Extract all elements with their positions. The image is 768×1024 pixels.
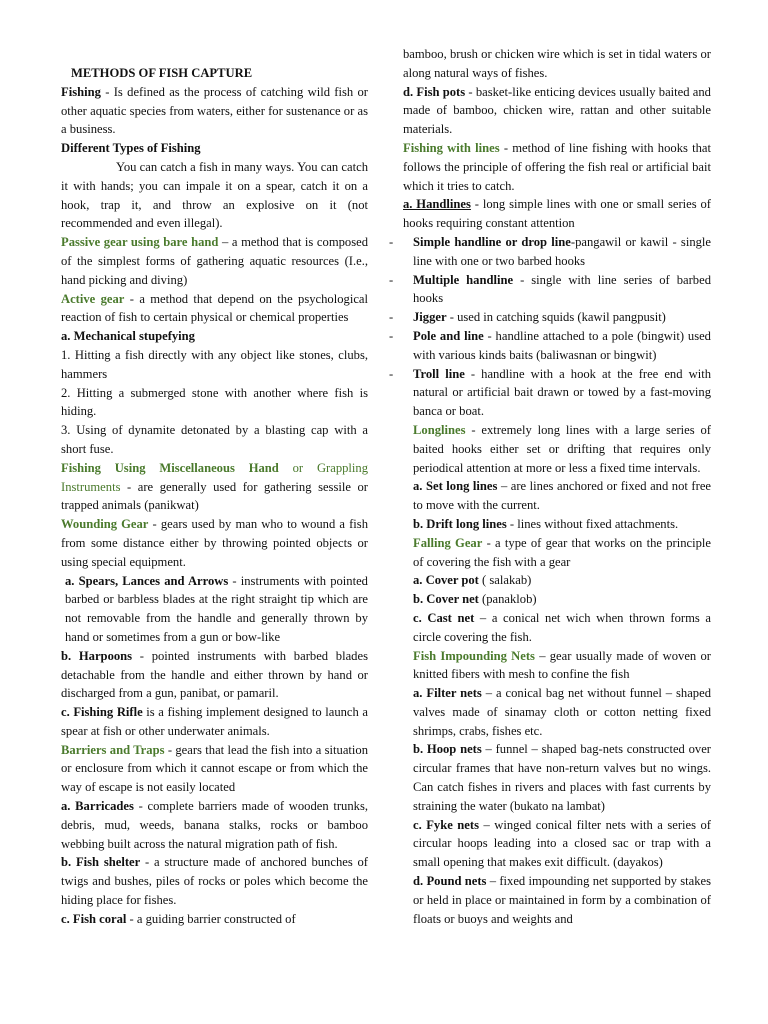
barriers-traps	[61, 741, 368, 797]
spears-item	[61, 572, 368, 647]
fish-shelter-item	[61, 853, 368, 909]
definition: – a conical bag net without funnel – shaped valves made of sinamay cloth or cotton netting fixed shrimps, crabs, fishes etc.	[413, 686, 711, 738]
term: Longlines	[413, 422, 466, 437]
list-item: 3. Using of dynamite detonated by a blasting cap with a short fuse.	[61, 423, 368, 456]
term: b. Drift long lines	[413, 516, 507, 531]
term: d. Pound nets	[413, 874, 487, 889]
definition: – fixed impounding net supported by stakes or held in place or maintained in form by a combination of floats or buoys and weights and	[413, 874, 712, 926]
cast-net-item	[389, 609, 711, 647]
definition: - method of line fishing with hooks that follows the principle of offering the fish real or artificial bait which it tries to catch.	[403, 140, 711, 193]
definition: - instruments with pointed barbed or barbless blades at the right straight tip which are not removable from the handle and generally thrown by hand or sometimes from a gun or bow-like	[65, 573, 368, 644]
term: b. Harpoons	[61, 648, 133, 663]
definition: - complete barriers made of wooden trunks, debris, mud, weeds, banana stalks, rocks or bamboo webbing built across the natural migration path of fish.	[61, 799, 368, 851]
term: b. Fish shelter	[61, 855, 141, 870]
definition: - a type of gear that works on the principle of covering the fish with a gear	[413, 535, 711, 569]
term: a. Set long lines	[413, 479, 498, 494]
left-column	[61, 64, 368, 929]
fish-coral-continued: bamboo, brush or chicken wire which is set in tidal waters or along natural ways of fishes.	[403, 47, 711, 80]
term: Simple handline or drop line	[413, 234, 571, 249]
barricades-item	[61, 797, 368, 853]
definition: - a guiding barrier constructed of	[126, 911, 296, 926]
definition: - a method that depend on the psychological reaction of fish to certain physical or chemical properties	[61, 291, 368, 325]
term: a. Spears, Lances and Arrows	[65, 573, 229, 588]
intro-paragraph: You can catch a fish in many ways. You can catch it with hands; you can impale it on a spear, catch it on a hook, trap it, and throw an explosive on it (not recommended and even illegal).	[61, 159, 368, 231]
definition: - pointed instruments with barbed blades detachable from the handle and either thrown by hand or discharged from a gun, panibat, or pamaril.	[61, 648, 368, 701]
definition: - long simple lines with one or small series of hooks requiring constant attention	[403, 197, 711, 231]
harpoons-item	[61, 647, 368, 703]
list-item	[389, 308, 711, 327]
handlines-item	[389, 195, 711, 233]
fish-pots-item	[389, 83, 711, 139]
list-item: 1. Hitting a fish directly with any object like stones, clubs, hammers	[61, 347, 368, 381]
passive-gear	[61, 233, 368, 289]
term: Fish Impounding Nets	[413, 648, 535, 663]
list-item	[389, 327, 711, 365]
term: Passive gear using bare hand	[61, 235, 219, 250]
term: d. Fish pots	[403, 84, 466, 99]
definition: - a structure made of anchored bunches of twigs and bushes, piles of rocks or poles which become the hiding place for fishes.	[61, 855, 369, 908]
term: c. Cast net	[413, 610, 475, 625]
term: c. Fyke nets	[413, 817, 479, 832]
term: Pole and line	[413, 328, 484, 343]
term: Jigger	[413, 310, 447, 325]
term: c. Fishing Rifle	[61, 705, 143, 720]
definition: - handline with a hook at the free end with natural or artificial bait drawn or towed by a fast-moving banca or boat.	[413, 366, 711, 419]
list-item	[389, 365, 711, 421]
term: Fishing Using Miscellaneous Hand	[61, 460, 279, 475]
term: Wounding Gear	[61, 517, 149, 532]
filter-nets-item	[389, 684, 711, 740]
term: Troll line	[413, 366, 465, 381]
term: Fishing with lines	[403, 140, 500, 155]
list-item: 2. Hitting a submerged stone with another where fish is hiding.	[61, 385, 368, 419]
pound-nets-item	[389, 872, 711, 928]
falling-gear	[389, 534, 711, 572]
term: a. Filter nets	[413, 686, 482, 701]
cover-net-item	[389, 590, 711, 609]
hoop-nets-item	[389, 740, 711, 815]
definition: - extremely long lines with a large series of baited hooks either set or drifting that requires only periodical attention at more or less a fixed time intervals.	[413, 422, 711, 475]
term-continued: or Grappling Instruments	[61, 460, 369, 494]
active-gear	[61, 290, 368, 328]
section-heading: Different Types of Fishing	[61, 141, 201, 156]
definition: – gear usually made of woven or knitted fibers with mesh to confine the fish	[413, 648, 711, 682]
term: b. Cover net	[413, 592, 479, 607]
definition: (panaklob)	[478, 592, 537, 607]
cover-pot-item	[389, 571, 711, 590]
longlines	[389, 421, 711, 477]
misc-hand-instruments	[61, 459, 368, 515]
definition: - lines without fixed attachments.	[506, 516, 679, 531]
definition: - single with line series of barbed hooks	[413, 272, 711, 306]
definition: – are lines anchored or fixed and not free to move with the current.	[413, 479, 711, 513]
fyke-nets-item	[389, 816, 711, 872]
term: Barriers and Traps	[61, 742, 165, 757]
definition: ( salakab)	[478, 573, 532, 588]
definition: - are generally used for gathering sessile or trapped animals (panikwat)	[61, 479, 368, 513]
definition: – a conical net wich when thrown forms a circle covering the fish.	[413, 610, 711, 644]
definition: - Is defined as the process of catching wild fish or other aquatic species from waters, either for sustenance or as a business.	[61, 84, 368, 137]
fish-coral-item	[61, 910, 368, 929]
definition: - basket-like enticing devices usually baited and made of bamboo, chicken wire, rattan and other suitable materials.	[403, 84, 711, 137]
wounding-gear	[61, 515, 368, 571]
rifle-item	[61, 703, 368, 741]
definition: - used in catching squids (kawil pangpusit)	[446, 310, 666, 325]
list-item	[389, 233, 711, 271]
subsection-heading: a. Mechanical stupefying	[61, 329, 195, 344]
drift-long-lines-item	[389, 515, 711, 534]
term: c. Fish coral	[61, 911, 127, 926]
term: Falling Gear	[413, 535, 483, 550]
page-title: METHODS OF FISH CAPTURE	[71, 66, 253, 80]
term: a. Handlines	[403, 197, 471, 212]
list-item	[389, 271, 711, 309]
fishing-definition	[61, 83, 368, 139]
term: a. Cover pot	[413, 573, 479, 588]
definition: -pangawil or kawil - single line with one or two barbed hooks	[413, 234, 712, 268]
fish-impounding-nets	[389, 647, 711, 685]
definition: – funnel – shaped bag-nets constructed over circular frames that have non-return valves but no wings. Can catch fishes in rivers and places with fast currents by straining the water (bukato na lambat)	[413, 742, 711, 813]
term: a. Barricades	[61, 799, 134, 814]
definition: - gears used by man who to wound a fish from some distance either by throwing pointed objects or using special equipment.	[61, 517, 368, 569]
definition: is a fishing implement designed to launch a spear at fish or other underwater animals.	[61, 705, 368, 738]
term: Multiple handline	[413, 272, 514, 287]
set-long-lines-item	[389, 477, 711, 515]
fishing-with-lines	[389, 139, 711, 195]
term: Fishing	[61, 84, 101, 99]
definition: – a method that is composed of the simplest forms of gathering aquatic resources (I.e., hand picking and diving)	[61, 235, 368, 287]
definition: - gears that lead the fish into a situation or enclosure from which it cannot escape or from which the way of escape is not easily located	[61, 742, 369, 795]
term: b. Hoop nets	[413, 742, 482, 757]
definition: – winged conical filter nets with a series of circular hoops leading into a closed sac or trap with a small opening that makes exit difficult. (dayakos)	[413, 817, 711, 870]
term: Active gear	[61, 291, 125, 306]
right-column	[389, 45, 711, 928]
definition: - handline attached to a pole (bingwit) used with various kinds baits (baliwasnan or bingwit)	[413, 328, 711, 362]
